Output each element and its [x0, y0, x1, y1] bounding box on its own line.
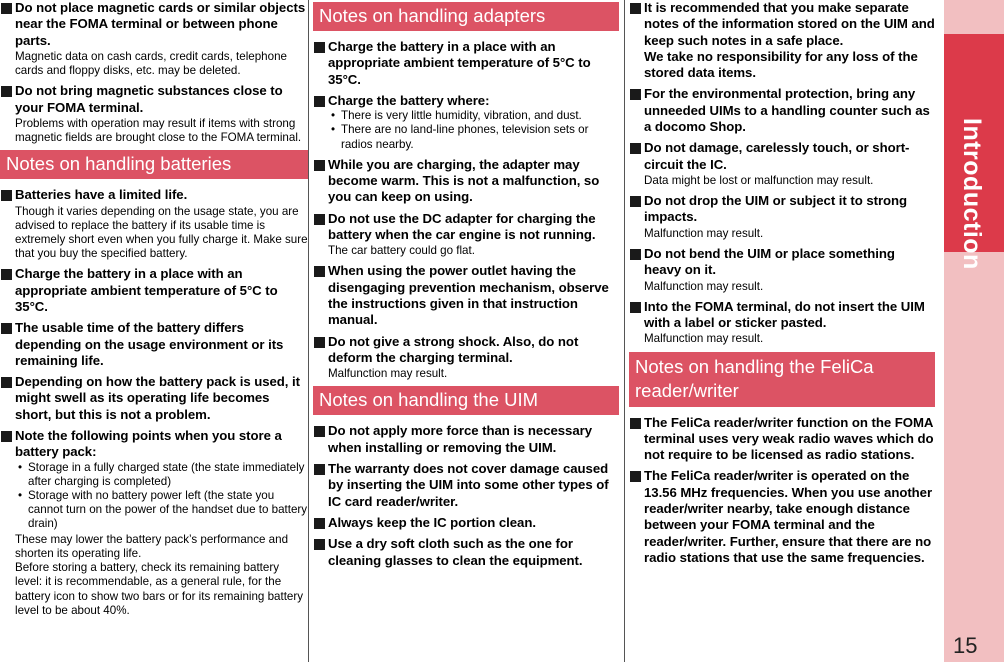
note-heading: Batteries have a limited life.	[15, 187, 188, 203]
note-battery-swell	[0, 374, 308, 423]
note-adapter-outlet	[313, 263, 619, 328]
section-title-batteries: Notes on handling batteries	[0, 150, 308, 179]
note-heading: Do not bend the UIM or place something heavy on it.	[644, 245, 895, 278]
note-uim-notes	[629, 0, 935, 81]
square-bullet-icon	[1, 3, 12, 14]
square-bullet-icon	[630, 89, 641, 100]
note-heading-continued: We take no responsibility for any loss of the stored data items.	[644, 48, 918, 81]
square-bullet-icon	[1, 377, 12, 388]
note-body: Malfunction may result.	[328, 367, 448, 381]
note-heading: The FeliCa reader/writer is operated on the 13.56 MHz frequencies. When you use another reader/writer nearby, take enough distance between your FOMA terminal and the reader/writer. Further, ensure that there are no radio stations that use the same frequencies.	[644, 468, 933, 565]
note-uim-force	[313, 423, 619, 456]
square-bullet-icon	[630, 143, 641, 154]
note-heading: For the environmental protection, bring any unneeded UIMs to a handling counter such as a docomo Shop.	[644, 86, 930, 135]
note-body: These may lower the battery pack’s performance and shorten its operating life.	[15, 532, 289, 560]
square-bullet-icon	[314, 518, 325, 529]
square-bullet-icon	[314, 214, 325, 225]
note-adapter-dc	[313, 211, 619, 259]
square-bullet-icon	[1, 431, 12, 442]
note-heading: Use a dry soft cloth such as the one for cleaning glasses to clean the equipment.	[328, 536, 583, 568]
note-adapter-shock	[313, 334, 619, 382]
note-uim-clean	[313, 515, 619, 531]
square-bullet-icon	[630, 302, 641, 313]
note-heading: Do not give a strong shock. Also, do not deform the charging terminal.	[328, 333, 579, 365]
note-heading: Do not damage, carelessly touch, or short-circuit the IC.	[644, 140, 910, 172]
note-heading: Charge the battery in a place with an appropriate ambient temperature of 5°C to 35°C.	[15, 266, 278, 314]
note-body: Though it varies depending on the usage state, you are advised to replace the battery if its usable time is extremely short even when you fully charge it. Make sure that you buy the specified battery.	[15, 204, 308, 261]
square-bullet-icon	[1, 190, 12, 201]
note-heading: The usable time of the battery differs depending on the usage environment or its remaining life.	[15, 320, 284, 368]
note-heading: Do not drop the UIM or subject it to strong impacts.	[644, 193, 908, 225]
page-number: 15	[953, 633, 978, 658]
square-bullet-icon	[630, 196, 641, 207]
section-title-uim: Notes on handling the UIM	[313, 386, 619, 415]
square-bullet-icon	[630, 3, 641, 14]
note-adapter-where	[313, 93, 619, 152]
note-battery-storage	[0, 428, 308, 618]
square-bullet-icon	[1, 86, 12, 97]
note-heading: Do not use the DC adapter for charging the battery when the car engine is not running.	[328, 210, 596, 242]
note-heading: Into the FOMA terminal, do not insert the UIM with a label or sticker pasted.	[644, 298, 925, 331]
note-magnetic-cards	[0, 0, 308, 78]
note-felica-frequency	[629, 468, 935, 566]
bullet-point: • There are no land-line phones, television sets or radios nearby.	[328, 123, 619, 151]
note-heading: Always keep the IC portion clean.	[328, 514, 536, 530]
square-bullet-icon	[314, 42, 325, 53]
note-heading: Do not place magnetic cards or similar objects near the FOMA terminal or between phone parts.	[15, 0, 306, 48]
note-body: Problems with operation may result if items with strong magnetic fields are brought close to the FOMA terminal.	[15, 116, 302, 145]
note-heading: The warranty does not cover damage caused by inserting the UIM into some other types of IC card reader/writer.	[328, 461, 609, 509]
square-bullet-icon	[314, 160, 325, 171]
note-heading: Charge the battery in a place with an appropriate ambient temperature of 5°C to 35°C.	[328, 39, 591, 87]
square-bullet-icon	[314, 464, 325, 475]
note-uim-environment	[629, 86, 935, 135]
square-bullet-icon	[630, 471, 641, 482]
note-body: Malfunction may result.	[644, 226, 764, 240]
note-heading: Do not apply more force than is necessary when installing or removing the UIM.	[328, 423, 592, 455]
bullet-point: • Storage with no battery power left (the state you cannot turn on the power of the handset due to battery drain)	[15, 489, 308, 532]
square-bullet-icon	[314, 426, 325, 437]
note-body: Magnetic data on cash cards, credit cards, telephone cards and floppy disks, etc. may be deleted.	[15, 49, 287, 78]
note-uim-cloth	[313, 536, 619, 569]
note-heading: When using the power outlet having the disengaging prevention mechanism, observe the instructions given in that instruction manual.	[328, 263, 609, 328]
square-bullet-icon	[314, 539, 325, 550]
note-heading: It is recommended that you make separate notes of the information stored on the UIM and keep such notes in a safe place.	[644, 0, 935, 48]
column-1	[0, 0, 308, 662]
square-bullet-icon	[314, 96, 325, 107]
column-3	[629, 0, 935, 662]
square-bullet-icon	[630, 249, 641, 260]
note-heading: Do not bring magnetic substances close to your FOMA terminal.	[15, 83, 283, 115]
chapter-tab	[944, 34, 1004, 270]
section-title-felica: Notes on handling the FeliCa reader/writer	[629, 352, 935, 407]
note-body: Malfunction may result.	[644, 332, 764, 346]
bullet-point: • There is very little humidity, vibration, and dust.	[328, 109, 619, 123]
note-uim-damage	[629, 140, 935, 188]
chapter-label: Introduction	[958, 118, 986, 270]
section-title-adapters: Notes on handling adapters	[313, 2, 619, 31]
column-divider-1	[308, 0, 309, 662]
note-magnetic-substances	[0, 83, 308, 145]
note-adapter-warm	[313, 157, 619, 206]
note-body: The car battery could go flat.	[328, 244, 475, 258]
square-bullet-icon	[314, 266, 325, 277]
note-uim-drop	[629, 193, 935, 241]
note-heading: Note the following points when you store a battery pack:	[15, 428, 282, 460]
square-bullet-icon	[1, 323, 12, 334]
note-body: Before storing a battery, check its remaining battery level: it is recommendable, as a general rule, for the battery icon to show two bars or for its remaining battery level to be about 40%.	[15, 561, 304, 617]
note-heading: Depending on how the battery pack is used, it might swell as its operating life becomes short, but this is not a problem.	[15, 374, 300, 422]
note-felica-weak-radio	[629, 415, 935, 464]
note-heading: While you are charging, the adapter may become warm. This is not a malfunction, so you can keep on using.	[328, 156, 600, 205]
note-heading: Charge the battery where:	[328, 92, 490, 108]
note-adapter-temperature	[313, 39, 619, 88]
column-divider-2	[624, 0, 625, 662]
bullet-point: • Storage in a fully charged state (the state immediately after charging is completed)	[15, 461, 308, 489]
square-bullet-icon	[314, 337, 325, 348]
square-bullet-icon	[1, 269, 12, 280]
note-heading: The FeliCa reader/writer function on the FOMA terminal uses very weak radio waves which do not require to be licensed as radio stations.	[644, 414, 934, 463]
note-body: Data might be lost or malfunction may result.	[644, 173, 874, 187]
note-uim-label	[629, 299, 935, 347]
note-battery-temperature	[0, 266, 308, 315]
column-2	[313, 0, 619, 662]
note-body: Malfunction may result.	[644, 279, 764, 293]
note-uim-warranty	[313, 461, 619, 510]
chapter-sidebar	[944, 0, 1004, 662]
square-bullet-icon	[630, 418, 641, 429]
note-uim-bend	[629, 246, 935, 294]
note-battery-life	[0, 187, 308, 261]
note-battery-usable-time	[0, 320, 308, 369]
